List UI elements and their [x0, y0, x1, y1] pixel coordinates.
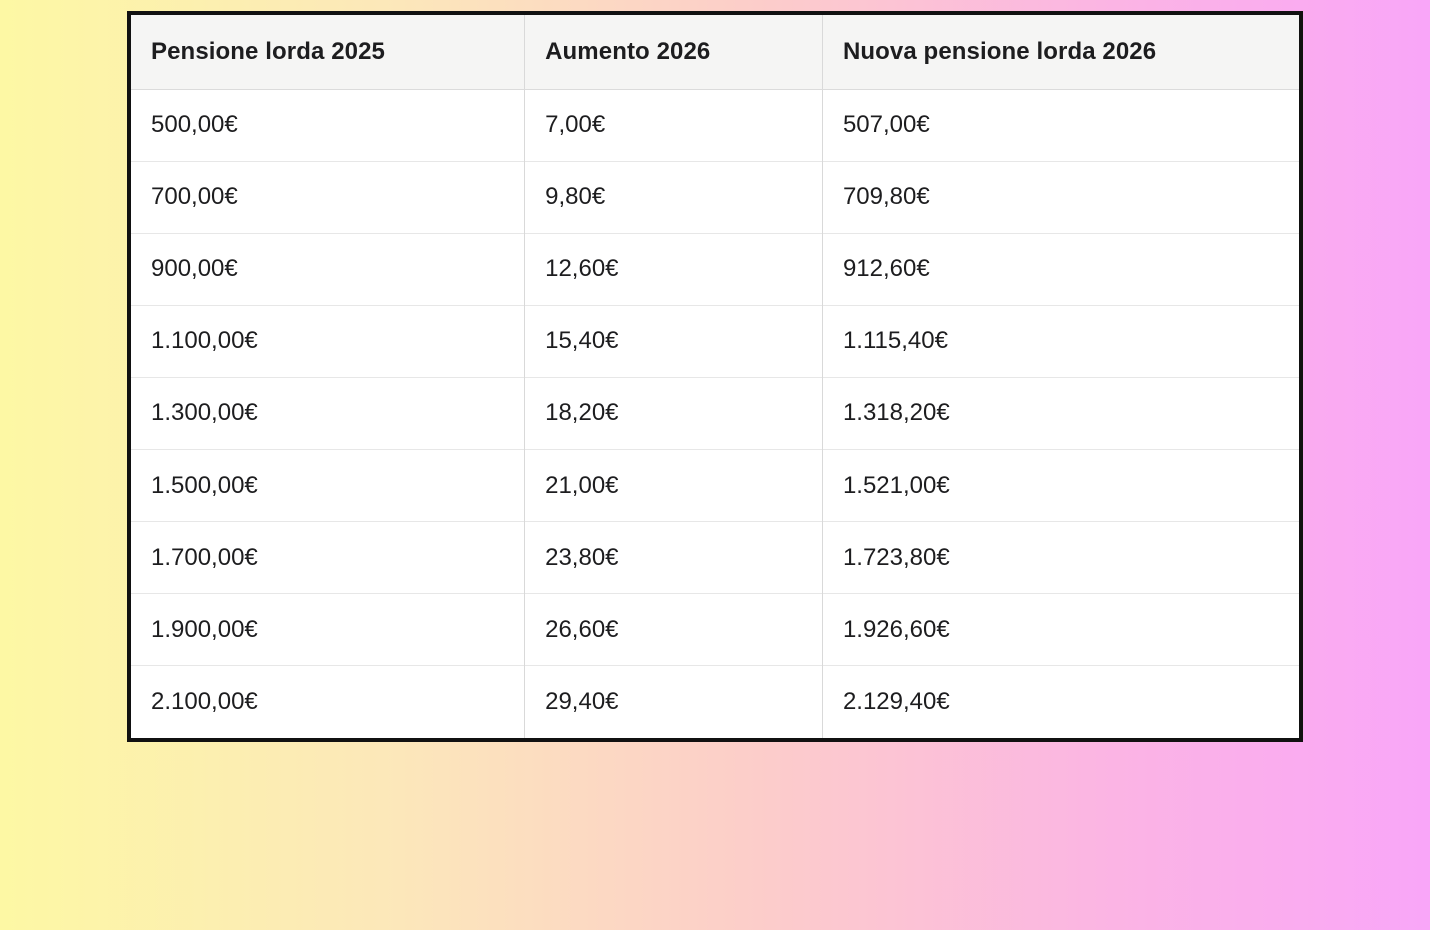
table-header-row [131, 15, 1299, 89]
table-cell: 1.115,40€ [822, 305, 1299, 377]
table-row [131, 233, 1299, 305]
table-row [131, 89, 1299, 161]
table-cell: 1.318,20€ [822, 377, 1299, 449]
table-row [131, 594, 1299, 666]
pension-increase-table [131, 15, 1299, 738]
table-cell: 26,60€ [525, 594, 823, 666]
table-cell: 1.700,00€ [131, 522, 525, 594]
table-cell: 1.521,00€ [822, 450, 1299, 522]
table-cell: 1.900,00€ [131, 594, 525, 666]
table-cell: 2.100,00€ [131, 666, 525, 738]
table-cell: 23,80€ [525, 522, 823, 594]
table-cell: 12,60€ [525, 233, 823, 305]
table-cell: 912,60€ [822, 233, 1299, 305]
table-cell: 500,00€ [131, 89, 525, 161]
table-row [131, 450, 1299, 522]
table-cell: 900,00€ [131, 233, 525, 305]
table-cell: 709,80€ [822, 161, 1299, 233]
table-row [131, 161, 1299, 233]
column-header-aumento-2026: Aumento 2026 [525, 15, 823, 89]
table-row [131, 666, 1299, 738]
table-cell: 7,00€ [525, 89, 823, 161]
table-cell: 1.926,60€ [822, 594, 1299, 666]
column-header-nuova-pensione-lorda-2026: Nuova pensione lorda 2026 [822, 15, 1299, 89]
table-row [131, 305, 1299, 377]
table-cell: 1.300,00€ [131, 377, 525, 449]
column-header-pensione-lorda-2025: Pensione lorda 2025 [131, 15, 525, 89]
table-cell: 18,20€ [525, 377, 823, 449]
table-cell: 1.500,00€ [131, 450, 525, 522]
table-row [131, 522, 1299, 594]
pension-table-frame [127, 11, 1303, 742]
table-cell: 21,00€ [525, 450, 823, 522]
table-cell: 15,40€ [525, 305, 823, 377]
table-cell: 700,00€ [131, 161, 525, 233]
table-cell: 1.723,80€ [822, 522, 1299, 594]
table-cell: 2.129,40€ [822, 666, 1299, 738]
table-row [131, 377, 1299, 449]
table-cell: 29,40€ [525, 666, 823, 738]
table-cell: 1.100,00€ [131, 305, 525, 377]
table-cell: 507,00€ [822, 89, 1299, 161]
table-cell: 9,80€ [525, 161, 823, 233]
